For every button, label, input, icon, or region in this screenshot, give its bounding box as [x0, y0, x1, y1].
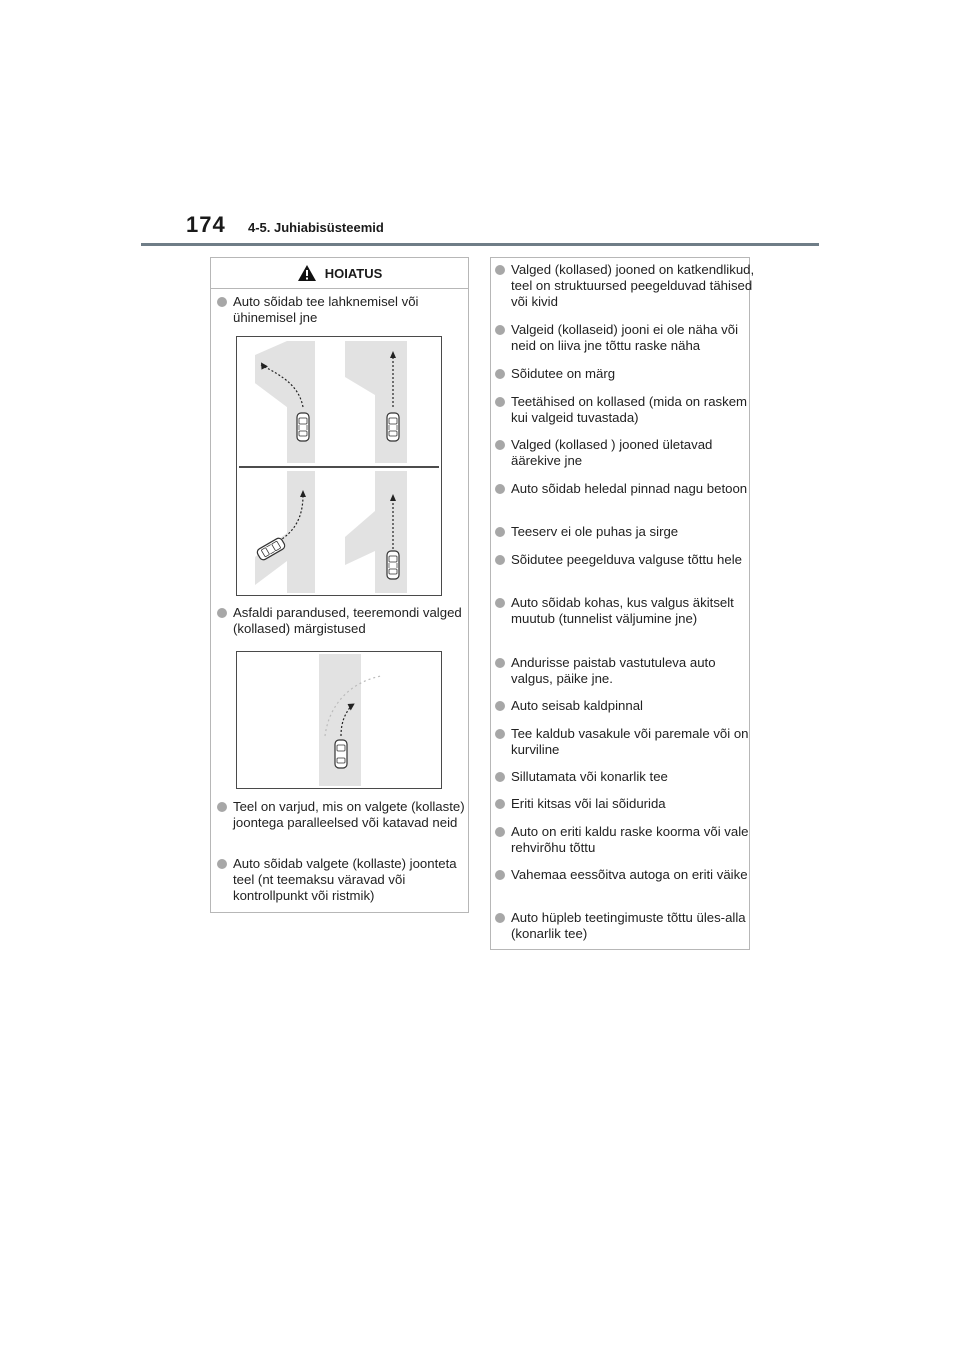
- condition-item: [493, 824, 756, 856]
- condition-item-text: Andurisse paistab vastutuleva auto valgus, päike jne.: [511, 655, 716, 686]
- condition-item-text: Valged (kollased) jooned on katkendlikud, teel on struktuursed peegelduvad tähised või kivid: [511, 262, 755, 309]
- condition-item-text: Valgeid (kollaseid) jooni ei ole näha või neid on liiva jne tõttu raske näha: [511, 322, 739, 353]
- condition-item-text: Sõidutee on märg: [511, 366, 616, 381]
- page-number: 174: [186, 212, 226, 237]
- condition-item-text: Teetähised on kollased (mida on raskem kui valgeid tuvastada): [511, 394, 748, 425]
- conditions-box: [490, 257, 755, 950]
- bullet-icon: [495, 598, 505, 608]
- bullet-icon: [495, 440, 505, 450]
- warning-item: [215, 856, 468, 904]
- condition-item: [493, 481, 756, 497]
- bullet-icon: [217, 802, 227, 812]
- warning-triangle-icon: [297, 264, 317, 282]
- condition-item: [493, 698, 756, 714]
- condition-item-text: Auto sõidab kohas, kus valgus äkitselt muutub (tunnelist väljumine jne): [511, 595, 734, 626]
- condition-item: [493, 769, 756, 785]
- road-repair-illustration: [236, 651, 442, 789]
- warning-item: [215, 605, 463, 637]
- condition-item-text: Valged (kollased ) jooned ületavad äärekive jne: [511, 437, 713, 468]
- condition-item: [493, 322, 756, 354]
- condition-item: [493, 394, 756, 426]
- condition-item: [493, 726, 756, 758]
- warning-item-text: Auto sõidab tee lahknemisel või ühinemisel jne: [233, 294, 419, 325]
- bullet-icon: [495, 701, 505, 711]
- bullet-icon: [495, 870, 505, 880]
- condition-item-text: Auto hüpleb teetingimuste tõttu üles-alla (konarlik tee): [511, 910, 746, 941]
- warning-item: [215, 799, 468, 831]
- header-rule: [141, 243, 819, 246]
- bullet-icon: [495, 397, 505, 407]
- bullet-icon: [217, 297, 227, 307]
- section-title: 4-5. Juhiabisüsteemid: [248, 220, 384, 235]
- condition-item: [493, 655, 756, 687]
- bullet-icon: [495, 827, 505, 837]
- condition-item-text: Vahemaa eessõitva autoga on eriti väike: [511, 867, 748, 882]
- condition-item-text: Auto sõidab heledal pinnad nagu betoon: [511, 481, 748, 496]
- condition-item: [493, 524, 756, 540]
- bullet-icon: [495, 369, 505, 379]
- condition-item: [493, 262, 756, 310]
- bullet-icon: [217, 859, 227, 869]
- condition-item: [493, 867, 756, 883]
- bullet-icon: [217, 608, 227, 618]
- condition-item: [493, 595, 756, 627]
- warning-title: HOIATUS: [324, 265, 383, 281]
- warning-header: [211, 258, 468, 289]
- bullet-icon: [495, 527, 505, 537]
- bullet-icon: [495, 555, 505, 565]
- road-branching-illustration: [236, 336, 442, 596]
- bullet-icon: [495, 799, 505, 809]
- condition-item-text: Sillutamata või konarlik tee: [511, 769, 668, 784]
- condition-item: [493, 796, 756, 812]
- condition-item-text: Sõidutee peegelduva valguse tõttu hele: [511, 552, 742, 567]
- warning-item-text: Auto sõidab valgete (kollaste) joonteta teel (nt teemaksu väravad või kontrollpunkt või ristmik): [233, 856, 457, 903]
- condition-item-text: Teeserv ei ole puhas ja sirge: [511, 524, 679, 539]
- condition-item-text: Tee kaldub vasakule või paremale või on kurviline: [511, 726, 749, 757]
- condition-item-text: Eriti kitsas või lai sõidurida: [511, 796, 666, 811]
- condition-item-text: Auto on eriti kaldu raske koorma või vale rehvirõhu tõttu: [511, 824, 749, 855]
- warning-item-text: Asfaldi parandused, teeremondi valged (kollased) märgistused: [233, 605, 462, 636]
- warning-item-text: Teel on varjud, mis on valgete (kollaste) joontega paralleelsed või katavad neid: [233, 799, 465, 830]
- bullet-icon: [495, 484, 505, 494]
- condition-item: [493, 552, 756, 568]
- condition-item: [493, 366, 756, 382]
- bullet-icon: [495, 325, 505, 335]
- bullet-icon: [495, 729, 505, 739]
- bullet-icon: [495, 772, 505, 782]
- bullet-icon: [495, 913, 505, 923]
- condition-item: [493, 437, 756, 469]
- warning-item: [215, 294, 463, 326]
- condition-item: [493, 910, 756, 942]
- bullet-icon: [495, 658, 505, 668]
- condition-item-text: Auto seisab kaldpinnal: [511, 698, 643, 713]
- bullet-icon: [495, 265, 505, 275]
